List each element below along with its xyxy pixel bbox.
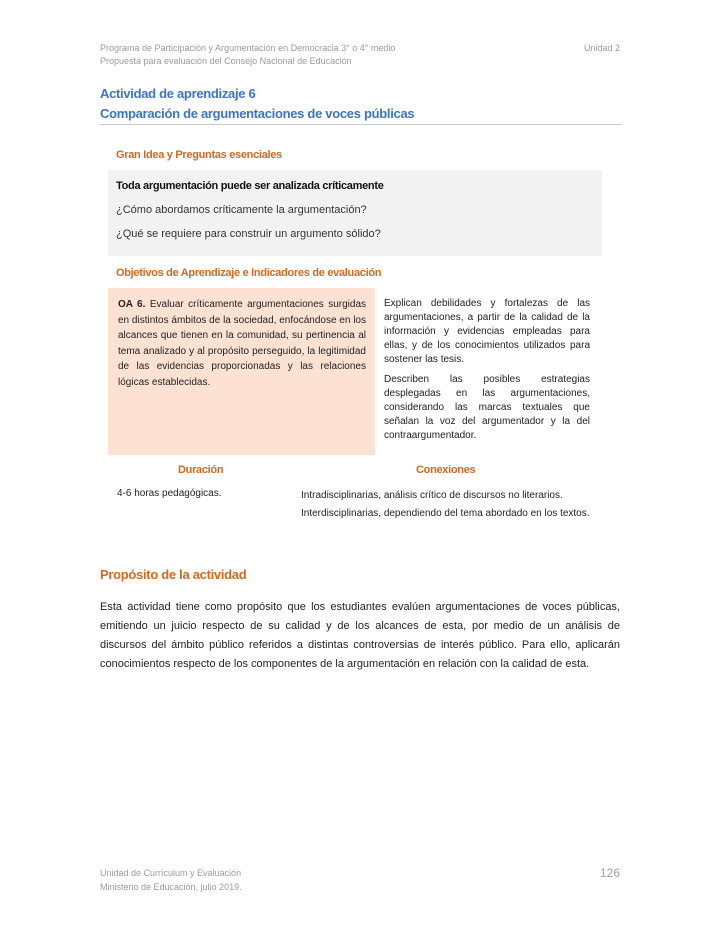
header-unit: Unidad 2 (583, 43, 620, 53)
page-header (100, 42, 620, 68)
connections-heading: Conexiones (416, 464, 476, 476)
gran-idea-heading: Gran Idea y Preguntas esenciales (116, 149, 282, 161)
activity-name: Comparación de argumentaciones de voces públicas (100, 106, 415, 121)
activity-number: Actividad de aprendizaje 6 (100, 86, 256, 101)
connections-list (301, 488, 591, 524)
gran-idea-statement: Toda argumentación puede ser analizada críticamente (116, 180, 384, 192)
oa-box (108, 288, 375, 455)
title-divider (100, 124, 622, 125)
gran-idea-box (108, 170, 602, 256)
indicator-item: Explican debilidades y fortalezas de las argumentaciones, a partir de la calidad de la información y evidencias empleadas para ellas, y de los conocimientos utilizados para sostener las tesis. (384, 298, 590, 365)
footer-unit: Unidad de Currículum y Evaluación (100, 868, 242, 878)
header-proposal-line: Propuesta para evaluación del Consejo Nacional de Educación (100, 56, 352, 66)
header-program-line: Programa de Participación y Argumentación en Democracia 3° o 4° medio (100, 43, 396, 53)
oa-text: Evaluar críticamente argumentaciones surgidas en distintos ámbitos de la sociedad, enfocándose en los alcances que tienen en la comunidad, su pertinencia al tema analizado y al propósito perseguido, la legitimidad de las evidencias proporcionadas y las relaciones lógicas establecidas. (118, 299, 367, 388)
duration-text: 4-6 horas pedagógicas. (117, 488, 222, 499)
indicators-list (384, 297, 590, 449)
essential-question: ¿Qué se requiere para construir un argumento sólido? (116, 228, 381, 240)
connection-item: Intradisciplinarias, análisis crítico de discursos no literarios. (301, 490, 563, 501)
footer-ministry: Ministerio de Educación, julio 2019. (100, 882, 242, 892)
essential-question: ¿Cómo abordamos críticamente la argumentación? (116, 204, 367, 216)
indicator-item: Describen las posibles estrategias desplegadas en las argumentaciones, considerando las marcas textuales que señalan la voz del argumentador y la del contraargumentador. (384, 374, 590, 441)
purpose-text: Esta actividad tiene como propósito que los estudiantes evalúen argumentaciones de voces públicas, emitiendo un juicio respecto de su calidad y de los alcances de esta, por medio de un análisis de discursos del ámbito público referidos a distintas controversias de interés público. Para ello, aplicarán conocimientos respecto de los componentes de la argumentación en relación con la calidad de esta. (100, 601, 620, 670)
page-number: 126 (599, 866, 620, 880)
objectives-heading: Objetivos de Aprendizaje e Indicadores de evaluación (116, 267, 382, 279)
page-footer (100, 866, 620, 894)
oa-paragraph (118, 297, 366, 390)
duration-heading: Duración (178, 464, 224, 476)
oa-label: OA 6. (118, 299, 146, 310)
purpose-heading: Propósito de la actividad (100, 567, 247, 582)
activity-title (100, 84, 622, 124)
connection-item: Interdisciplinarias, dependiendo del tema abordado en los textos. (301, 508, 590, 519)
